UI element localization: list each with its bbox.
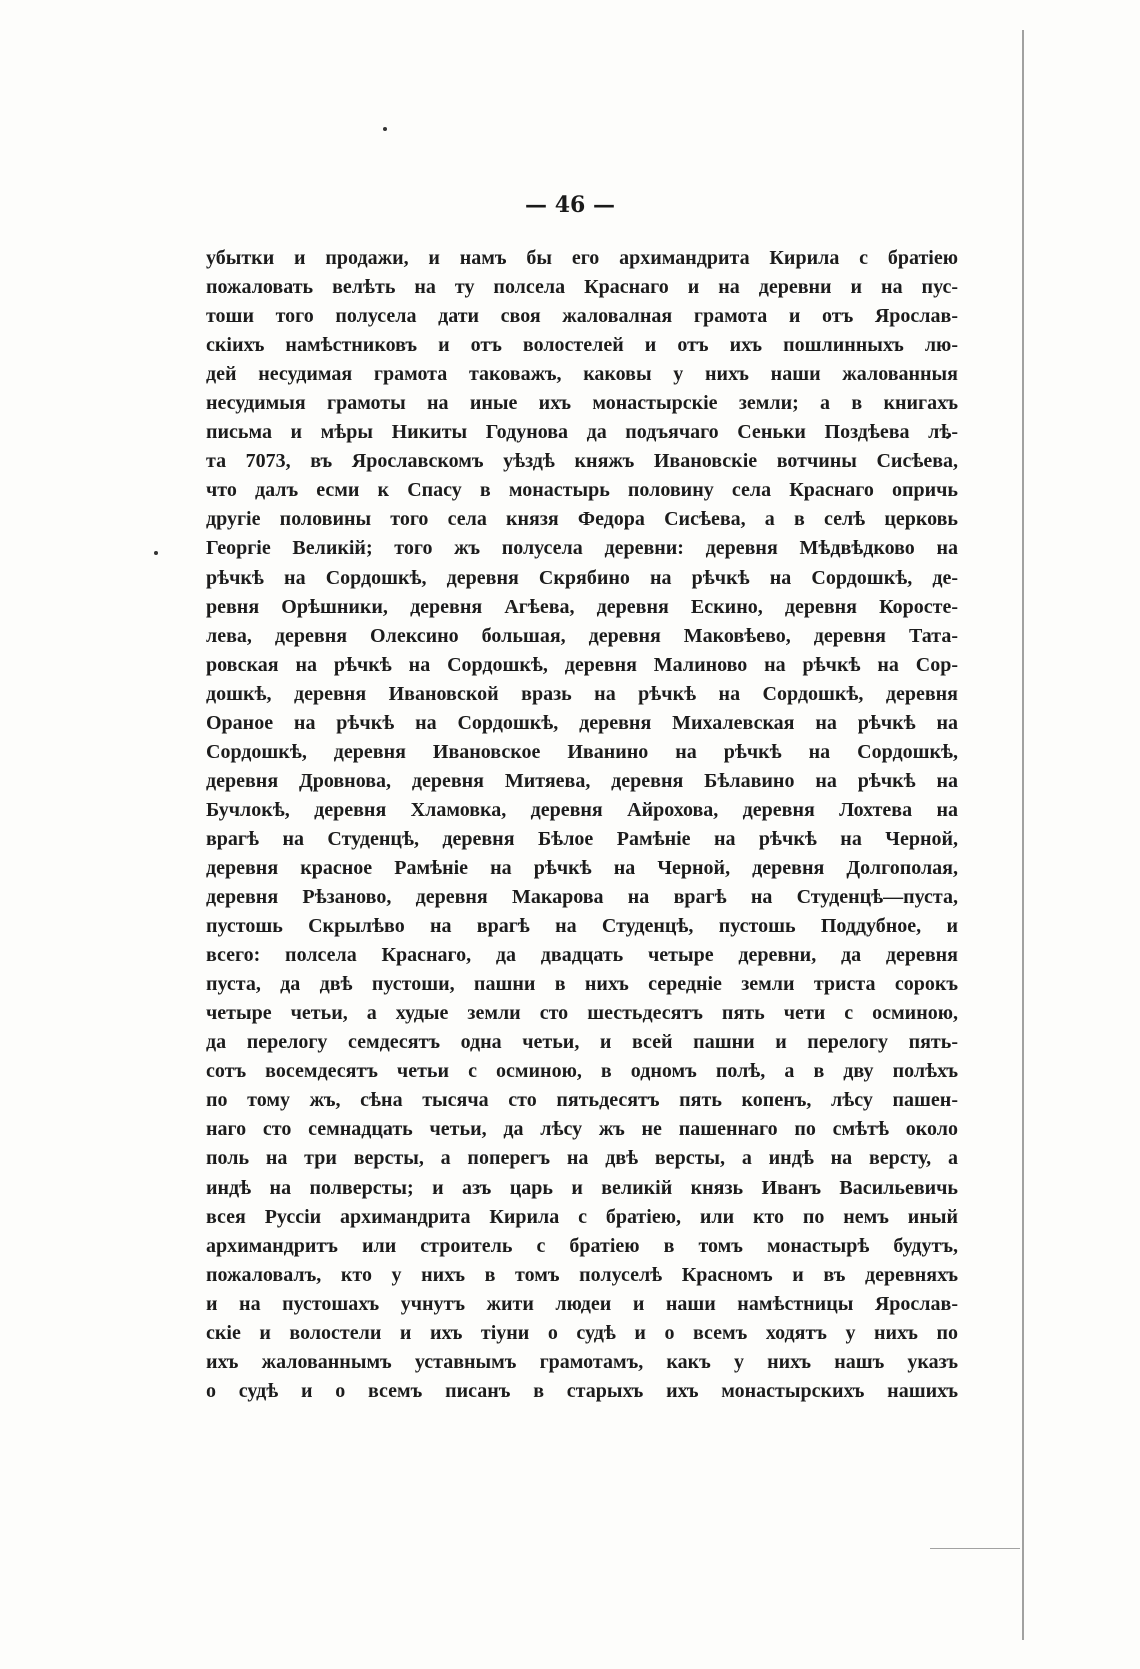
page-number: — 46 — <box>525 192 615 218</box>
text-line: несудимыя грамоты на иные ихъ монастырскіе земли; а в книгахъ <box>206 392 958 415</box>
text-line: пожаловать велѣть на ту полсела Краснаго и на деревни и на пус- <box>206 276 958 299</box>
text-line: поль на три версты, а поперегъ на двѣ версты, а индѣ на версту, а <box>206 1147 958 1170</box>
text-line: деревня Дровнова, деревня Митяева, деревня Бѣлавино на рѣчкѣ на <box>206 769 958 792</box>
text-line: дей несудимая грамота таковажъ, каковы у нихъ наши жалованныя <box>206 363 958 386</box>
text-line: Георгіе Великій; того жъ полусела деревни: деревня Мѣдвѣдково на <box>206 537 958 560</box>
scan-speck <box>383 127 387 131</box>
text-line: и на пустошахъ учнутъ жити людеи и наши намѣстницы Ярослав- <box>206 1292 958 1315</box>
text-line: Бучлокѣ, деревня Хламовка, деревня Айрохова, деревня Лохтева на <box>206 798 958 821</box>
text-line: архимандритъ или строитель с братіею в томъ монастырѣ будутъ, <box>206 1234 958 1257</box>
text-line: та 7073, въ Ярославскомъ уѣздѣ княжъ Ивановскіе вотчины Сисѣева, <box>206 450 958 473</box>
text-line: скіе и волостели и ихъ тіуни о судѣ и о всемъ ходятъ у нихъ по <box>206 1321 958 1344</box>
text-line: скіихъ намѣстниковъ и отъ волостелей и отъ ихъ пошлинныхъ лю- <box>206 334 958 357</box>
text-line: что далъ есми к Спасу в монастырь половину села Краснаго опричь <box>206 479 958 502</box>
text-line: дошкѣ, деревня Ивановской вразь на рѣчкѣ на Сордошкѣ, деревня <box>206 682 958 705</box>
text-line: сотъ восемдесятъ четьи с осминою, в одномъ полѣ, а в дву полѣхъ <box>206 1060 958 1083</box>
text-line: о судѣ и о всемъ писанъ в старыхъ ихъ монастырскихъ нашихъ <box>206 1379 958 1402</box>
text-line: тоши того полусела дати своя жаловалная грамота и отъ Ярослав- <box>206 305 958 328</box>
text-line: лева, деревня Олексино большая, деревня Маковѣево, деревня Тата- <box>206 624 958 647</box>
text-line: убытки и продажи, и намъ бы его архимандрита Кирила с братіею <box>206 247 958 269</box>
body-text <box>206 244 958 1406</box>
text-line: ровская на рѣчкѣ на Сордошкѣ, деревня Малиново на рѣчкѣ на Сор- <box>206 653 958 676</box>
text-line: деревня Рѣзаново, деревня Макарова на врагѣ на Студенцѣ—пуста, <box>206 886 958 909</box>
text-line: наго сто семнадцать четьи, да лѣсу жъ не пашеннаго по смѣтѣ около <box>206 1118 958 1141</box>
text-line: да перелогу семдесятъ одна четьи, и всей пашни и перелогу пять- <box>206 1031 958 1054</box>
scan-speck <box>154 551 158 555</box>
text-line: индѣ на полверсты; и азъ царь и великій князь Иванъ Васильевичь <box>206 1176 958 1199</box>
text-line: Сордошкѣ, деревня Ивановское Иванино на рѣчкѣ на Сордошкѣ, <box>206 740 958 763</box>
text-line: рѣчкѣ на Сордошкѣ, деревня Скрябино на рѣчкѣ на Сордошкѣ, де- <box>206 566 958 589</box>
text-line: деревня красное Рамѣніе на рѣчкѣ на Черной, деревня Долгополая, <box>206 856 958 879</box>
text-line: врагѣ на Студенцѣ, деревня Бѣлое Рамѣніе на рѣчкѣ на Черной, <box>206 827 958 850</box>
text-line: Ораное на рѣчкѣ на Сордошкѣ, деревня Михалевская на рѣчкѣ на <box>206 711 958 734</box>
text-line: ихъ жалованнымъ уставнымъ грамотамъ, какъ у нихъ нашъ указъ <box>206 1350 958 1373</box>
text-line: пустошь Скрылѣво на врагѣ на Студенцѣ, пустошь Поддубное, и <box>206 915 958 938</box>
text-line: письма и мѣры Никиты Годунова да подъячаго Сеньки Поздѣева лѣ- <box>206 421 958 444</box>
text-line: всея Руссіи архимандрита Кирила с братіею, или кто по немъ иный <box>206 1205 958 1228</box>
text-line: другіе половины того села князя Федора Сисѣева, а в селѣ церковь <box>206 508 958 531</box>
scan-bottom-mark <box>930 1548 1020 1549</box>
text-line: пожаловалъ, кто у нихъ в томъ полуселѣ Красномъ и въ деревняхъ <box>206 1263 958 1286</box>
text-line: по тому жъ, сѣна тысяча сто пятьдесятъ пять копенъ, лѣсу пашен- <box>206 1089 958 1112</box>
text-line: ревня Орѣшники, деревня Агѣева, деревня Ескино, деревня Коросте- <box>206 595 958 618</box>
text-line: всего: полсела Краснаго, да двадцать четыре деревни, да деревня <box>206 944 958 967</box>
text-line: четыре четьи, а худые земли сто шестьдесятъ пять чети с осминою, <box>206 1002 958 1025</box>
scan-edge-line <box>1022 30 1024 1640</box>
text-line: пуста, да двѣ пустоши, пашни в нихъ середніе земли триста сорокъ <box>206 973 958 996</box>
